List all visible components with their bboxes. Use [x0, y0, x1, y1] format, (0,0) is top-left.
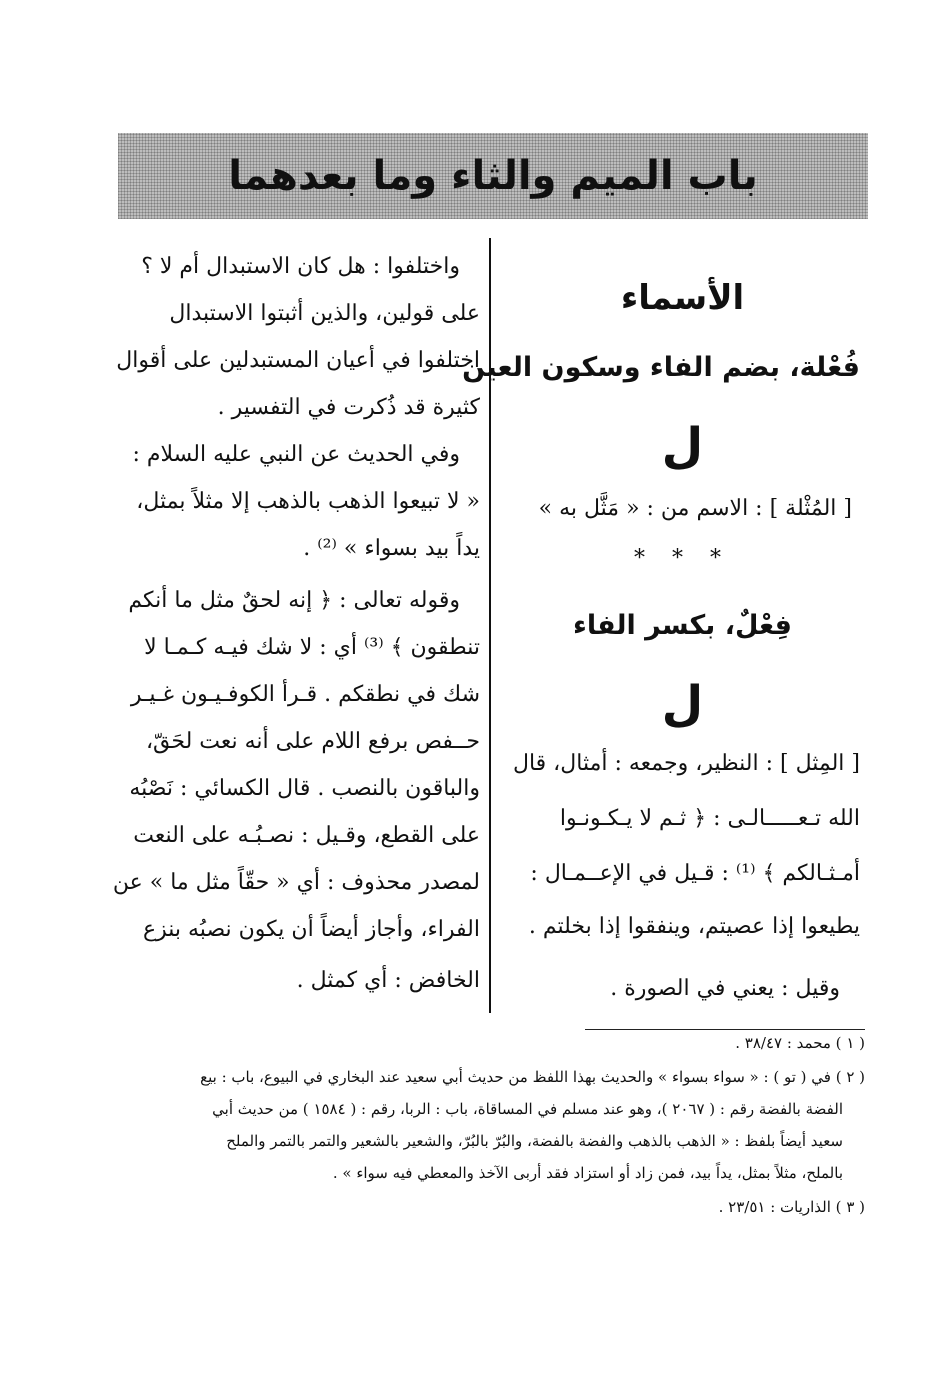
- left-line-3: اختلفوا في أعيان المستبدلين على أقوال: [116, 348, 480, 373]
- chapter-header-band: [118, 133, 868, 219]
- left-line-13: على القطع، وقـيل : نصـبُـه على النعت: [133, 823, 480, 848]
- left-line-1: واختلفوا : هل كان الاستبدال أم لا ؟: [141, 254, 460, 279]
- left-line-4: كثيرة قد ذُكرت في التفسير .: [217, 395, 480, 420]
- root-letter-2: ل: [661, 676, 704, 732]
- entry-mithl-line-1: [ المِثل ] : النظير، وجمعه : أمثال، قال: [512, 751, 860, 776]
- entry-mithl-extra: وقيل : يعني في الصورة .: [610, 976, 840, 1001]
- left-line-7: يداً بيد بسواء » ⁽²⁾ .: [303, 536, 480, 561]
- left-column: [105, 240, 480, 1020]
- footnote-2-line-4: بالملح، مثلاً بمثل، يداً بيد، فمن زاد أو استزاد فقد أربى الآخذ والمعطي فيه سواء » .: [332, 1164, 843, 1182]
- footnote-3: ( ٣ ) الذاريات : ٢٣/٥١ .: [718, 1198, 865, 1216]
- left-line-6: « لا تبيعوا الذهب بالذهب إلا مثلاً بمثل،: [136, 489, 480, 514]
- entry-muthla: [ المُثْلة ] : الاسم من : « مَثَّل به »: [538, 496, 852, 521]
- right-column: [462, 240, 860, 1020]
- left-line-2: على قولين، والذين أثبتوا الاستبدال: [169, 301, 480, 326]
- left-line-8: وقوله تعالى : ﴿ إنه لحقٌ مثل ما أنكم: [128, 588, 460, 613]
- left-line-11: حــفص برفع اللام على أنه نعت لحَقّ،: [145, 729, 480, 754]
- left-line-16: الخافض : أي كمثل .: [296, 968, 480, 993]
- left-line-5: وفي الحديث عن النبي عليه السلام :: [132, 442, 460, 467]
- left-line-15: الفراء، وأجاز أيضاً أن يكون نصبُه بنزع: [142, 917, 480, 942]
- left-line-10: شك في نطقكم . قـرأ الكوفـيـون غـيـر: [130, 682, 480, 707]
- pattern-heading-2: فِعْلٌ، بكسر الفاء: [573, 610, 792, 641]
- left-line-12: والباقون بالنصب . قال الكسائي : نَصْبُه: [129, 776, 480, 801]
- footnote-2-line-3: سعيد أيضاً بلفظ : « الذهب بالذهب والفضة بالفضة، والبُرّ بالبُرّ، والشعير بالشعير والتمر بالتمر والملح: [226, 1132, 843, 1150]
- footnote-1: ( ١ ) محمد : ٣٨/٤٧ .: [735, 1034, 865, 1052]
- left-line-14: لمصدر محذوف : أي « حقّاً مثل ما » عن: [112, 870, 480, 895]
- separator-stars: * * *: [634, 546, 731, 571]
- entry-mithl-line-2: الله تـعـــــالـى : ﴿ ثـم لا يـكـونـوا: [559, 806, 860, 831]
- left-line-9: تنطقون ﴾ ⁽³⁾ أي : لا شك فيـه كـمـا لا: [144, 635, 480, 660]
- footnote-2-line-1: ( ٢ ) في ( تو ) : « سواء بسواء » والحديث بهذا اللفظ من حديث أبي سعيد عند البخاري في البيوع، باب : بيع: [200, 1068, 865, 1086]
- entry-mithl-line-4: يطيعوا إذا عصيتم، وينفقوا إذا بخلتم .: [528, 914, 860, 939]
- pattern-heading-1: فُعْلة، بضم الفاء وسكون العين: [462, 352, 860, 383]
- entry-mithl-line-3: أمـثـالكم ﴾ ⁽¹⁾ : قـيل في الإعــمـال :: [530, 861, 860, 886]
- chapter-title: باب الميم والثاء وما بعدهما: [228, 153, 758, 199]
- root-letter-1: ل: [661, 418, 704, 474]
- footnote-2-line-2: الفضة بالفضة رقم : ( ٢٠٦٧ )، وهو عند مسلم في المساقاة، باب : الربا، رقم : ( ١٥٨٤ ) من حديث أبي: [212, 1100, 843, 1118]
- section-title: الأسماء: [620, 278, 745, 318]
